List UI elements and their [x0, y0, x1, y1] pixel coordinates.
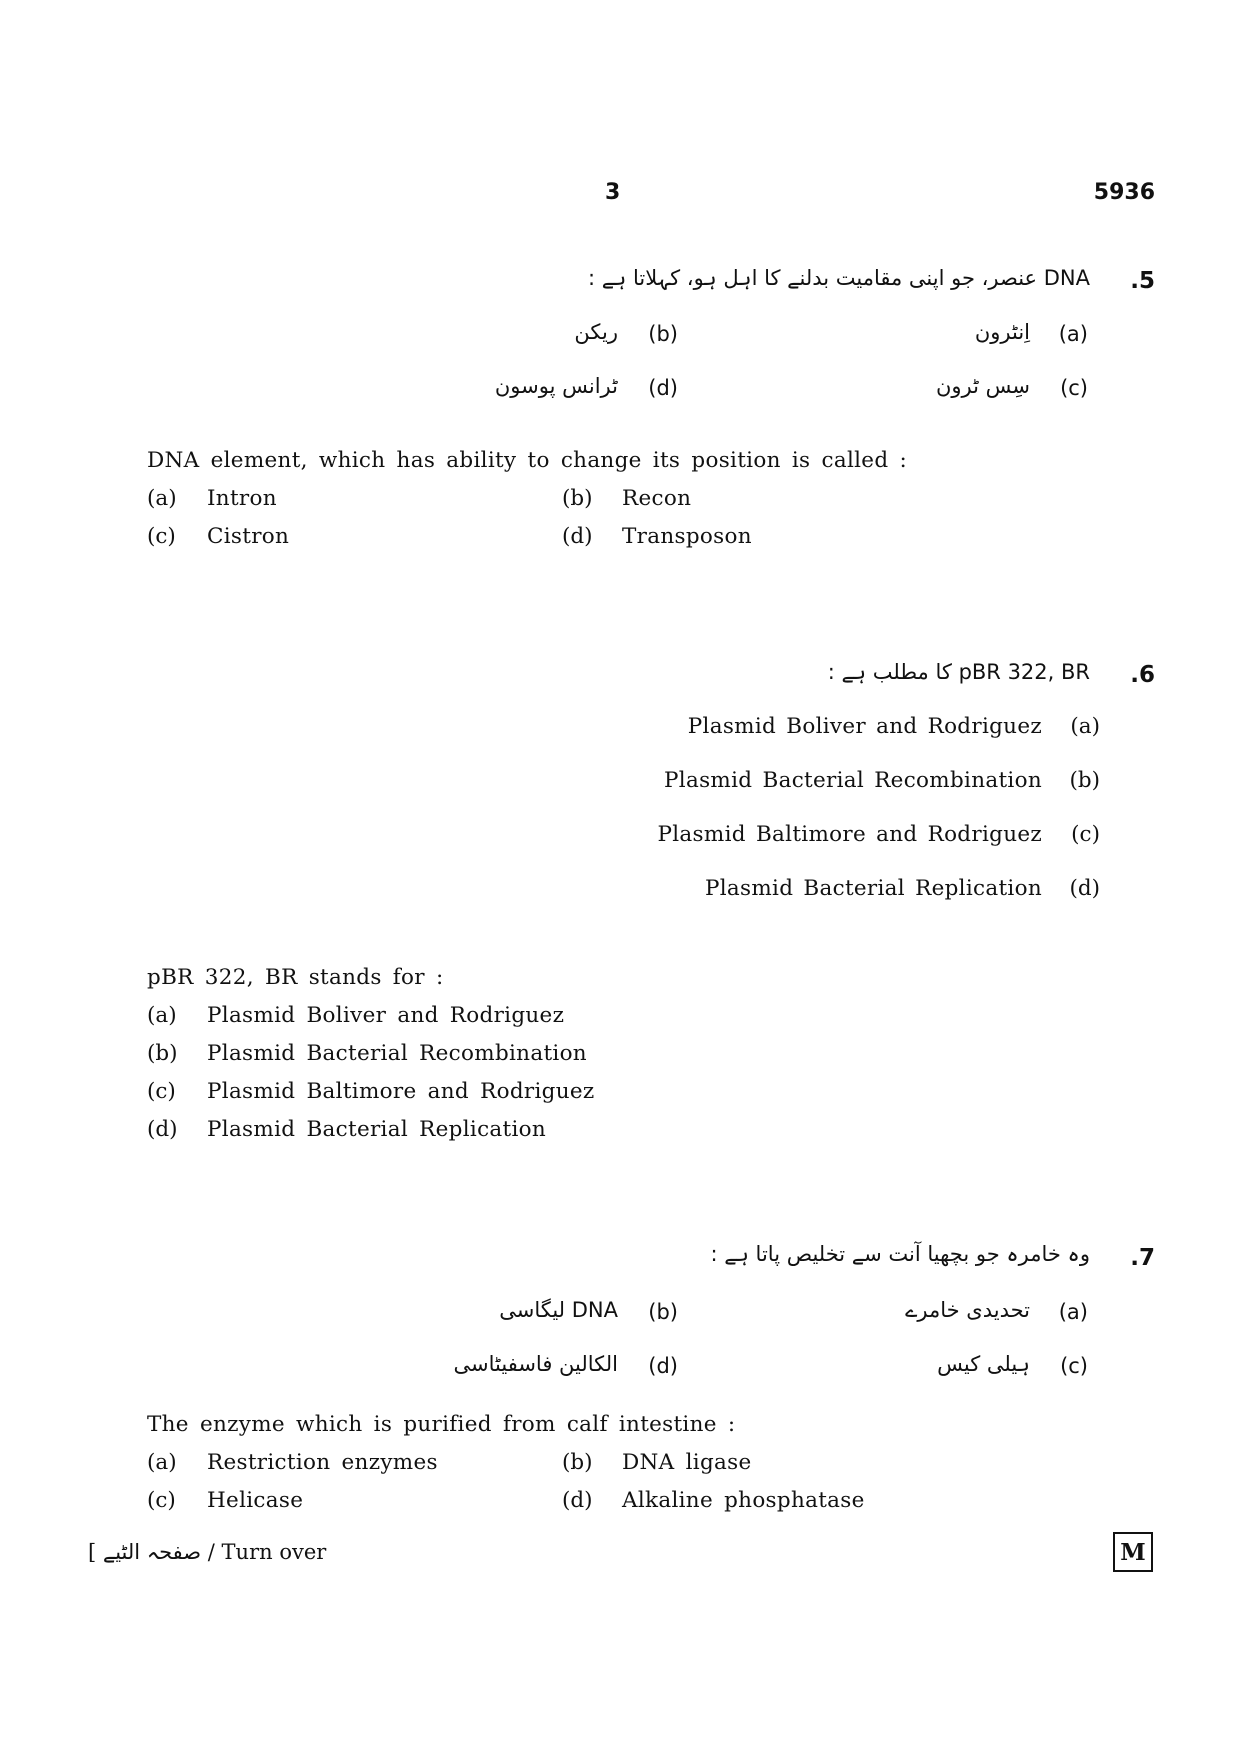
q7-en-option-d-letter: (d): [562, 1488, 593, 1513]
question-5-number: .5: [1130, 268, 1155, 294]
q5-en-option-d-text: Transposon: [622, 524, 752, 549]
q7-urdu-option-a-text: تحدیدی خامرے: [905, 1298, 1030, 1322]
q7-urdu-option-c-text: ہیلی کیس: [937, 1352, 1030, 1376]
q7-urdu-option-b-text: DNA لیگاسی: [499, 1298, 618, 1322]
q6-urdu-side-option-b-letter: (b): [1069, 768, 1100, 793]
q7-en-option-c-letter: (c): [147, 1488, 176, 1513]
q7-urdu-option-d-text: الکالین فاسفیٹاسی: [453, 1352, 618, 1376]
q5-en-option-c-text: Cistron: [207, 524, 290, 549]
q7-urdu-option-c-letter: (c): [1060, 1354, 1088, 1378]
q6-urdu-side-option-a-text: Plasmid Boliver and Rodriguez: [687, 714, 1042, 739]
turn-over-footer: [88, 1540, 326, 1564]
footer-separator: /: [207, 1540, 215, 1564]
q5-urdu-option-b-letter: (b): [648, 322, 678, 346]
q6-en-option-b-text: Plasmid Bacterial Recombination: [207, 1041, 587, 1066]
question-5-urdu-stem: DNA عنصر، جو اپنی مقامیت بدلنے کا اہل ہو، کہلاتا ہے :: [588, 266, 1090, 290]
q6-en-option-c-letter: (c): [147, 1079, 176, 1104]
question-6-english-stem: pBR 322, BR stands for :: [147, 965, 444, 990]
q7-urdu-option-a-letter: (a): [1058, 1300, 1088, 1324]
question-6-number: .6: [1130, 662, 1155, 688]
q7-en-option-a-text: Restriction enzymes: [207, 1450, 438, 1475]
q6-en-option-b-letter: (b): [147, 1041, 178, 1066]
page-number: 3: [605, 180, 621, 205]
q7-urdu-option-b-letter: (b): [648, 1300, 678, 1324]
question-7-urdu-stem: وہ خامرہ جو بچھیا آنت سے تخلیص پاتا ہے :: [710, 1242, 1090, 1266]
q5-urdu-option-a-letter: (a): [1058, 322, 1088, 346]
q5-en-option-a-text: Intron: [207, 486, 277, 511]
q5-en-option-a-letter: (a): [147, 486, 177, 511]
q5-urdu-option-b-text: ریکن: [574, 320, 618, 344]
q6-en-option-d-text: Plasmid Bacterial Replication: [207, 1117, 547, 1142]
q6-en-option-c-text: Plasmid Baltimore and Rodriguez: [207, 1079, 595, 1104]
q5-en-option-b-text: Recon: [622, 486, 692, 511]
q6-urdu-side-option-b-text: Plasmid Bacterial Recombination: [664, 768, 1042, 793]
q5-urdu-option-d-text: ٹرانس پوسون: [494, 374, 618, 398]
q6-en-option-a-letter: (a): [147, 1003, 177, 1028]
q5-en-option-c-letter: (c): [147, 524, 176, 549]
q5-en-option-d-letter: (d): [562, 524, 593, 549]
footer-english-turn-over: Turn over: [221, 1540, 327, 1564]
q6-urdu-side-option-c-letter: (c): [1071, 822, 1100, 847]
footer-urdu-turn-over: صفحہ الٹیے: [102, 1540, 202, 1564]
footer-bracket: [: [88, 1540, 97, 1564]
question-5-english-stem: DNA element, which has ability to change its position is called :: [147, 448, 908, 473]
paper-code: 5936: [1093, 180, 1155, 205]
q6-en-option-a-text: Plasmid Boliver and Rodriguez: [207, 1003, 565, 1028]
question-7-number: .7: [1130, 1245, 1155, 1271]
q6-en-option-d-letter: (d): [147, 1117, 178, 1142]
q7-en-option-b-letter: (b): [562, 1450, 593, 1475]
q6-urdu-side-option-a-letter: (a): [1070, 714, 1100, 739]
q5-urdu-option-c-letter: (c): [1060, 376, 1088, 400]
question-7-english-stem: The enzyme which is purified from calf intestine :: [147, 1412, 736, 1437]
q5-urdu-option-d-letter: (d): [648, 376, 678, 400]
q6-urdu-side-option-d-letter: (d): [1069, 876, 1100, 901]
q7-en-option-c-text: Helicase: [207, 1488, 304, 1513]
q6-urdu-side-option-c-text: Plasmid Baltimore and Rodriguez: [657, 822, 1042, 847]
series-box-m: M: [1113, 1532, 1153, 1572]
q7-en-option-d-text: Alkaline phosphatase: [622, 1488, 865, 1513]
q7-en-option-b-text: DNA ligase: [622, 1450, 752, 1475]
q6-urdu-side-option-d-text: Plasmid Bacterial Replication: [704, 876, 1042, 901]
q5-en-option-b-letter: (b): [562, 486, 593, 511]
q5-urdu-option-c-text: سِس ٹرون: [935, 374, 1030, 398]
q7-urdu-option-d-letter: (d): [648, 1354, 678, 1378]
q5-urdu-option-a-text: اِنٹرون: [974, 320, 1030, 344]
question-6-urdu-stem: pBR 322, BR کا مطلب ہے :: [827, 660, 1090, 684]
q7-en-option-a-letter: (a): [147, 1450, 177, 1475]
